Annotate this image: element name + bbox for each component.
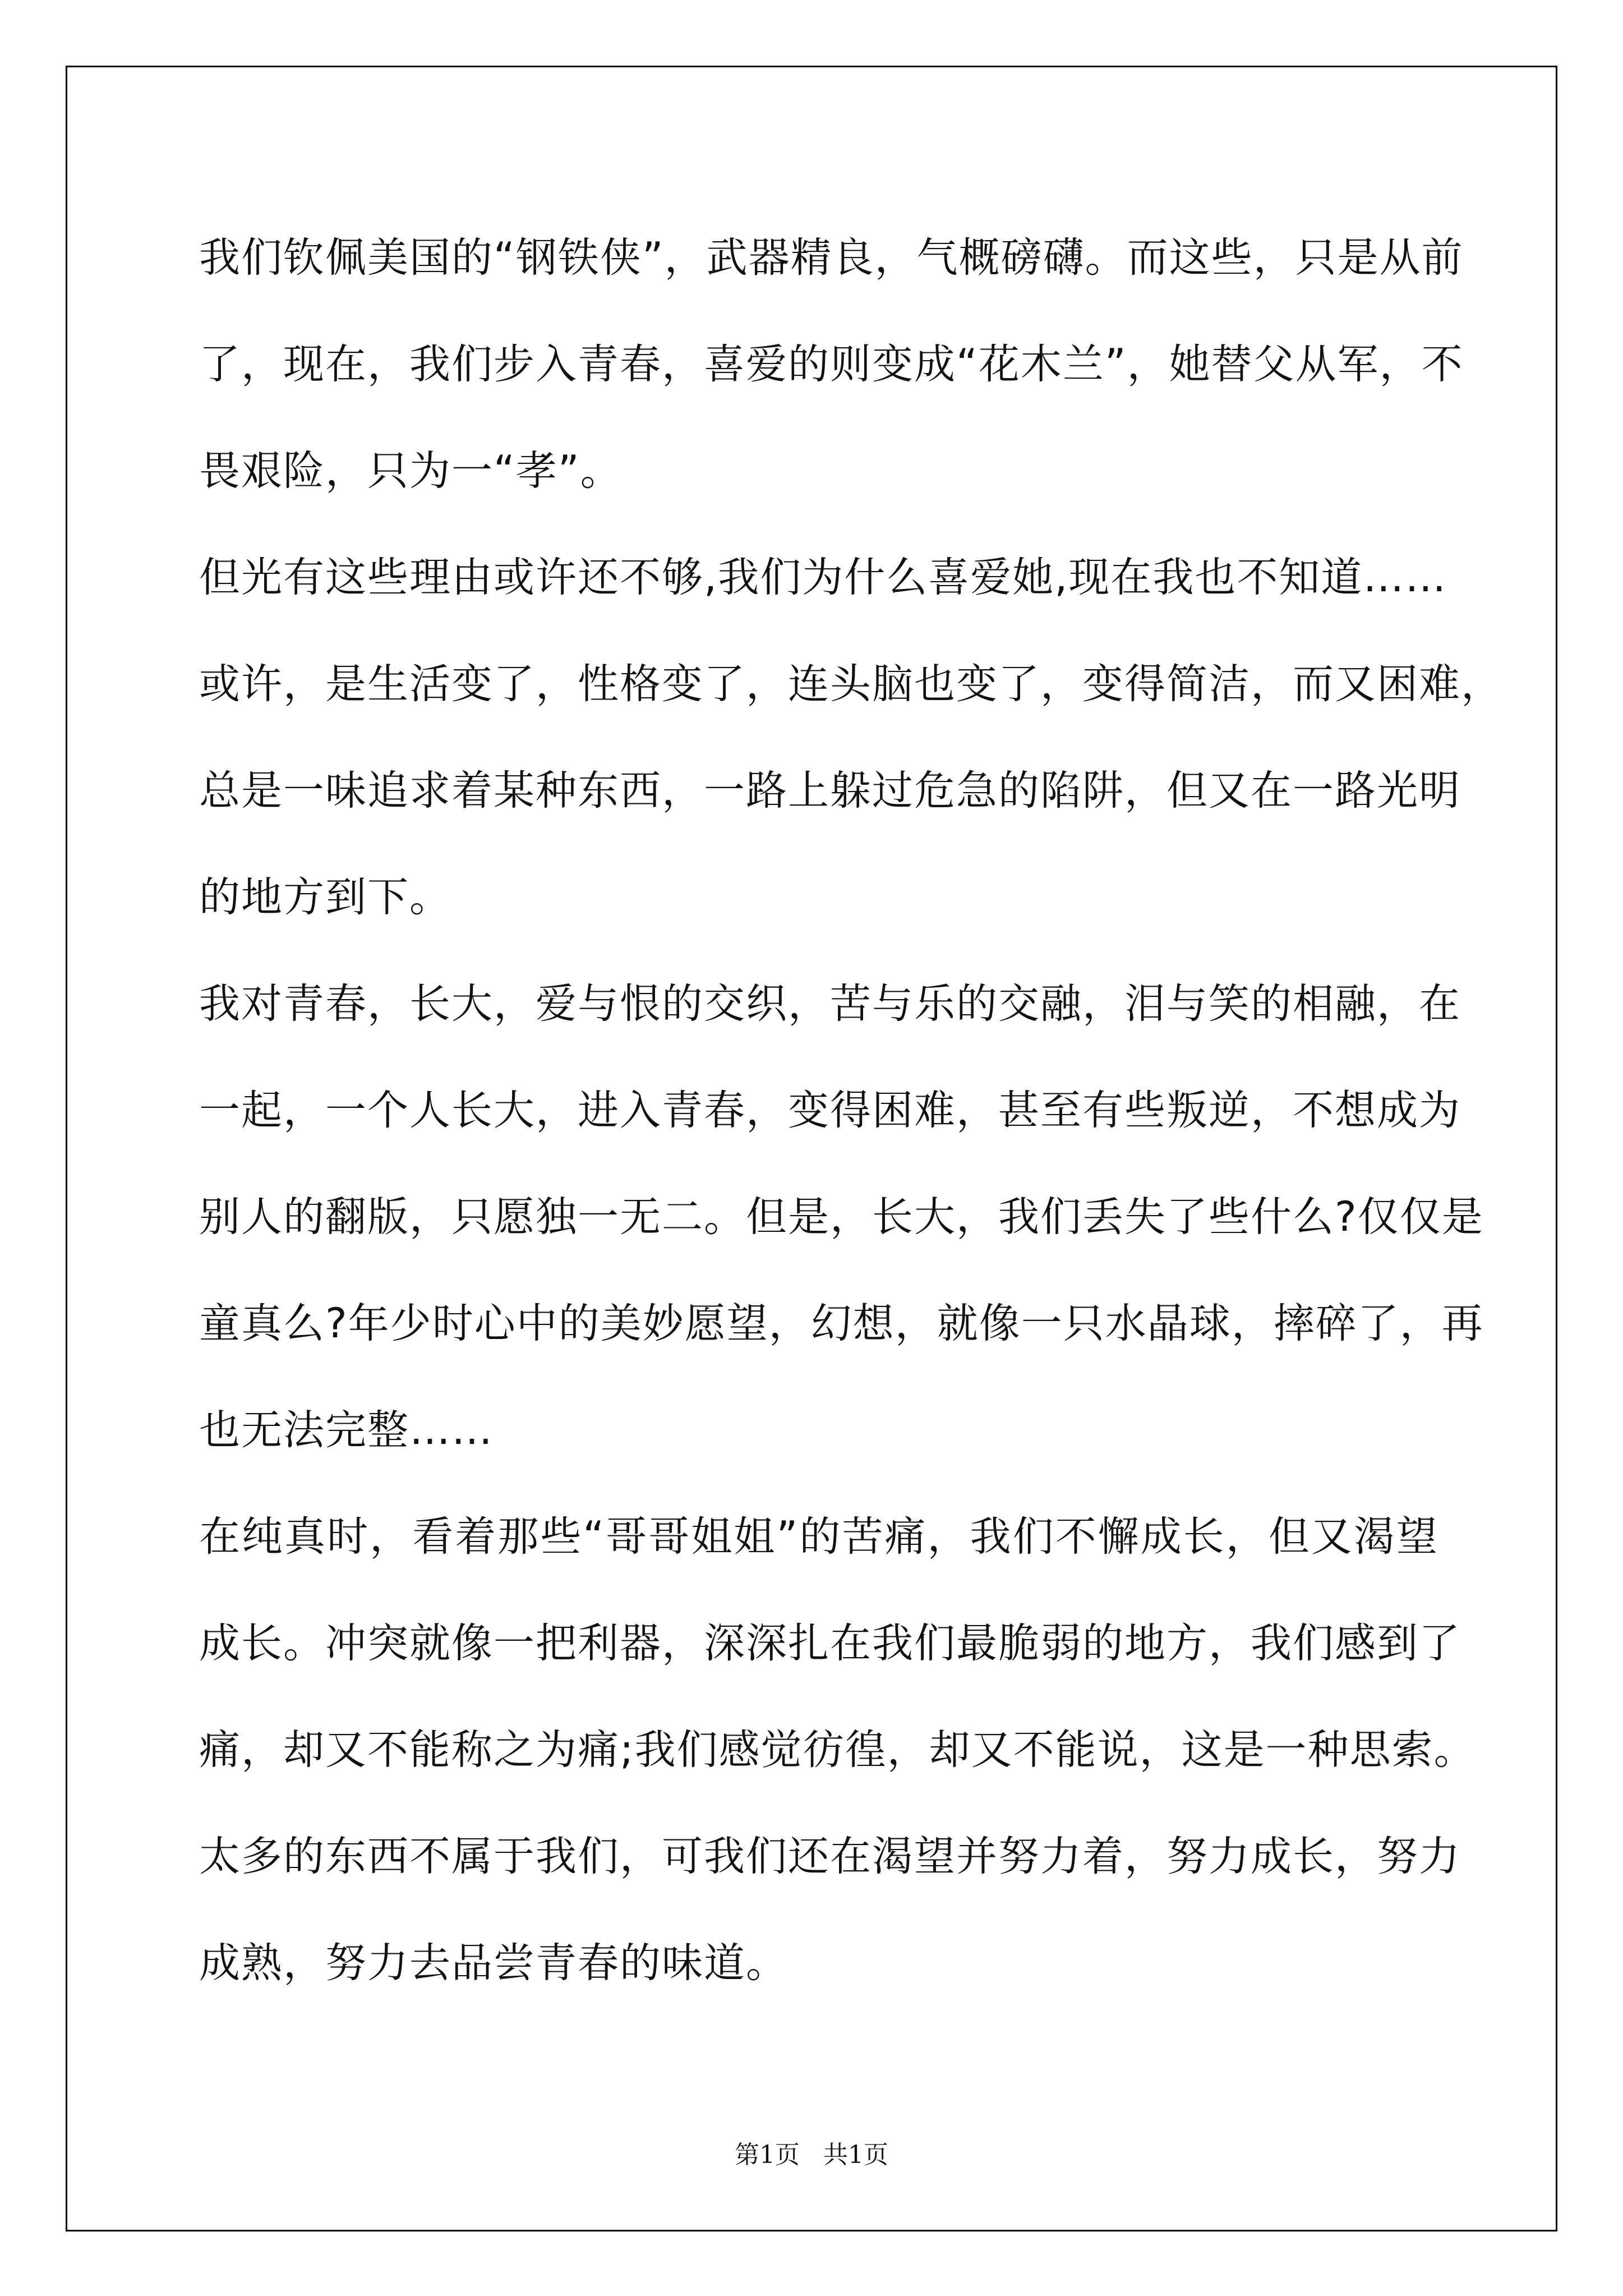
text-line: 总是一味追求着某种东西，一路上躲过危急的陷阱，但又在一路光明	[199, 767, 1461, 815]
page-number-total: 共1页	[823, 2141, 888, 2169]
text-line: 成长。冲突就像一把利器，深深扎在我们最脆弱的地方，我们感到了	[199, 1619, 1461, 1667]
page-footer	[0, 2134, 1623, 2170]
text-line: 了，现在，我们步入青春，喜爱的则变成“花木兰”，她替父从军，不	[199, 341, 1464, 388]
text-line: 的地方到下。	[199, 873, 451, 921]
text-line: 别人的翻版，只愿独一无二。但是，长大，我们丢失了些什么?仅仅是	[199, 1193, 1484, 1241]
text-line: 我对青春，长大，爱与恨的交织，苦与乐的交融，泪与笑的相融，在	[199, 980, 1461, 1028]
text-line: 童真么?年少时心中的美妙愿望，幻想，就像一只水晶球，摔碎了，再	[199, 1300, 1484, 1347]
text-line: 在纯真时，看着那些“哥哥姐姐”的苦痛，我们不懈成长，但又渴望	[199, 1513, 1438, 1561]
text-line: 但光有这些理由或许还不够,我们为什么喜爱她,现在我也不知道……	[199, 554, 1447, 601]
document-body	[199, 205, 1503, 2017]
text-line: 我们钦佩美国的“钢铁侠”，武器精良，气概磅礴。而这些，只是从前	[199, 234, 1464, 282]
text-line: 太多的东西不属于我们，可我们还在渴望并努力着，努力成长，努力	[199, 1833, 1461, 1880]
text-line: 成熟，努力去品尝青春的味道。	[199, 1939, 788, 1987]
text-line: 痛，却又不能称之为痛;我们感觉彷徨，却又不能说，这是一种思索。	[199, 1726, 1476, 1774]
text-line: 也无法完整……	[199, 1406, 494, 1454]
text-line: 畏艰险，只为一“孝”。	[199, 447, 623, 495]
text-line: 或许，是生活变了，性格变了，连头脑也变了，变得简洁，而又困难，	[199, 660, 1503, 708]
page-number-current: 第1页	[735, 2141, 800, 2169]
text-line: 一起，一个人长大，进入青春，变得困难，甚至有些叛逆，不想成为	[199, 1087, 1461, 1134]
